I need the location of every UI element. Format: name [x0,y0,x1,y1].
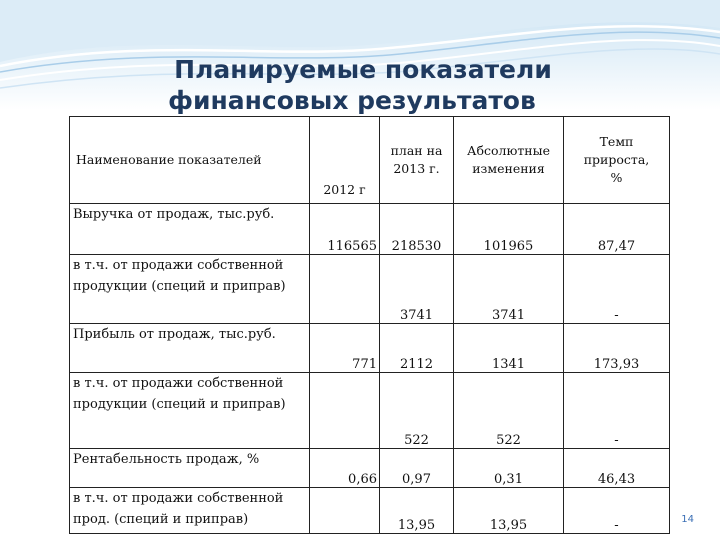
cell-2012: 771 [310,324,380,373]
cell-absolute-change: 1341 [454,324,564,373]
table-row [70,204,670,255]
header-abs-line-2: изменения [472,161,545,176]
header-plan-2013 [380,117,454,204]
header-indicator-name: Наименование показателей [70,117,310,204]
cell-plan-2013: 522 [380,373,454,449]
slide-title [0,54,720,116]
table-row [70,449,670,488]
row-label: Рентабельность продаж, % [70,449,310,488]
cell-absolute-change: 3741 [454,255,564,324]
header-plan-line-2: 2013 г. [393,161,440,176]
page-number: 14 [681,514,694,525]
cell-plan-2013: 218530 [380,204,454,255]
table-row [70,255,670,324]
cell-absolute-change: 0,31 [454,449,564,488]
header-abs-line-1: Абсолютные [467,143,550,158]
header-plan-line-1: план на [390,143,443,158]
row-label: в т.ч. от продажи собственной продукции (специй и приправ) [70,373,310,449]
cell-growth-rate: 46,43 [564,449,670,488]
table-header-row [70,117,670,204]
cell-2012 [310,373,380,449]
cell-plan-2013: 13,95 [380,488,454,534]
table-row [70,324,670,373]
row-label: Прибыль от продаж, тыс.руб. [70,324,310,373]
cell-growth-rate: - [564,255,670,324]
cell-growth-rate: - [564,488,670,534]
header-temp-line-3: % [610,170,623,185]
cell-2012: 0,66 [310,449,380,488]
table-row [70,373,670,449]
slide-title-line-1: Планируемые показатели [174,55,552,84]
cell-plan-2013: 0,97 [380,449,454,488]
row-label: Выручка от продаж, тыс.руб. [70,204,310,255]
header-growth-rate [564,117,670,204]
table-row [70,488,670,534]
cell-2012 [310,488,380,534]
cell-absolute-change: 522 [454,373,564,449]
cell-growth-rate: - [564,373,670,449]
header-temp-line-2: прироста, [583,152,650,167]
cell-2012: 116565 [310,204,380,255]
cell-plan-2013: 2112 [380,324,454,373]
cell-absolute-change: 13,95 [454,488,564,534]
header-temp-line-1: Темп [599,134,634,149]
financial-results-table [69,116,670,534]
cell-plan-2013: 3741 [380,255,454,324]
cell-growth-rate: 87,47 [564,204,670,255]
header-2012: 2012 г [310,117,380,204]
cell-absolute-change: 101965 [454,204,564,255]
header-absolute-change [454,117,564,204]
row-label: в т.ч. от продажи собственной продукции (специй и приправ) [70,255,310,324]
row-label: в т.ч. от продажи собственной прод. (специй и приправ) [70,488,310,534]
slide-title-line-2: финансовых результатов [168,86,536,115]
cell-2012 [310,255,380,324]
cell-growth-rate: 173,93 [564,324,670,373]
